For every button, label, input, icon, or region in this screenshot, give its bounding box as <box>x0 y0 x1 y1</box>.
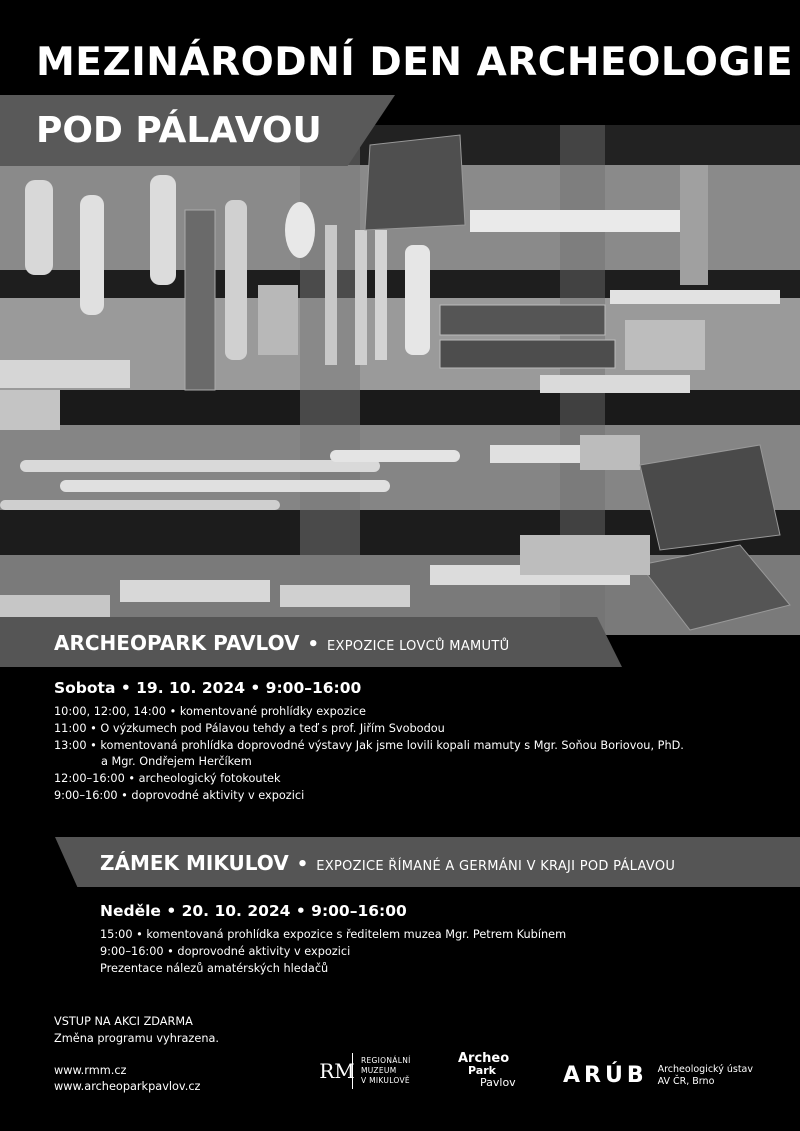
event1-program <box>54 704 684 805</box>
rmm-logo-line: V MIKULOVĚ <box>361 1076 410 1085</box>
event1-heading <box>54 631 509 655</box>
event1-date: Sobota • 19. 10. 2024 • 9:00–16:00 <box>54 679 362 697</box>
rmm-logo <box>319 1053 411 1089</box>
poster-title: MEZINÁRODNÍ DEN ARCHEOLOGIE <box>36 40 794 85</box>
program-item: 9:00–16:00 • doprovodné aktivity v expozici <box>54 788 305 802</box>
program-item: a Mgr. Ondřejem Herčíkem <box>101 755 252 769</box>
event2-date: Neděle • 20. 10. 2024 • 9:00–16:00 <box>100 902 407 920</box>
archeopark-logo <box>458 1053 516 1089</box>
admission-note <box>54 1013 219 1047</box>
archeopark-logo-line: Pavlov <box>480 1076 516 1089</box>
tools-photo <box>0 125 800 635</box>
program-item: 15:00 • komentovaná prohlídka expozice s ředitelem muzea Mgr. Petrem Kubínem <box>100 928 567 941</box>
tools-photo-illustration <box>0 125 800 635</box>
arub-logo-line: Archeologický ústav <box>657 1063 753 1075</box>
rmm-logo-line: MUZEUM <box>361 1066 397 1075</box>
program-item: 13:00 • komentovaná prohlídka doprovodné výstavy Jak jsme lovili kopali mamuty s Mgr. Soňou Boriovou, PhD. <box>54 738 684 752</box>
rmm-logo-text <box>361 1056 411 1086</box>
poster-subtitle: POD PÁLAVOU <box>36 110 322 151</box>
event1-subtitle: EXPOZICE LOVCŮ MAMUTŮ <box>327 639 510 654</box>
program-item: 11:00 • O výzkumech pod Pálavou tehdy a teď s prof. Jiřím Svobodou <box>54 721 445 735</box>
arub-logo <box>563 1063 753 1088</box>
archeopark-logo-line: Park <box>468 1064 496 1077</box>
event1-separator: • <box>307 634 320 655</box>
arub-logo-line: AV ČR, Brno <box>657 1075 715 1087</box>
event2-program <box>100 927 566 977</box>
rmm-logo-mark: RM <box>322 1053 353 1089</box>
event1-venue: ARCHEOPARK PAVLOV <box>54 631 300 655</box>
program-change-note: Změna programu vyhrazena. <box>54 1032 219 1045</box>
website-links <box>54 1063 200 1095</box>
program-item: 12:00–16:00 • archeologický fotokoutek <box>54 772 281 786</box>
rmm-logo-line: REGIONÁLNÍ <box>361 1056 411 1065</box>
free-entry-note: VSTUP NA AKCI ZDARMA <box>54 1015 193 1028</box>
program-item: 10:00, 12:00, 14:00 • komentované prohlídky expozice <box>54 705 366 718</box>
event2-subtitle: EXPOZICE ŘÍMANÉ A GERMÁNI V KRAJI POD PÁLAVOU <box>316 859 676 874</box>
link-rmm[interactable]: www.rmm.cz <box>54 1064 127 1077</box>
arub-logo-mark: ARÚB <box>563 1063 648 1088</box>
event2-separator: • <box>296 854 309 875</box>
arub-logo-text <box>658 1064 753 1088</box>
event2-heading <box>100 851 675 875</box>
archeopark-logo-line: Archeo <box>458 1051 510 1066</box>
event2-venue: ZÁMEK MIKULOV <box>100 851 289 875</box>
program-item: 9:00–16:00 • doprovodné aktivity v expozici <box>100 944 351 958</box>
program-item: Prezentace nálezů amatérských hledačů <box>100 961 329 975</box>
link-archeopark[interactable]: www.archeoparkpavlov.cz <box>54 1080 201 1093</box>
